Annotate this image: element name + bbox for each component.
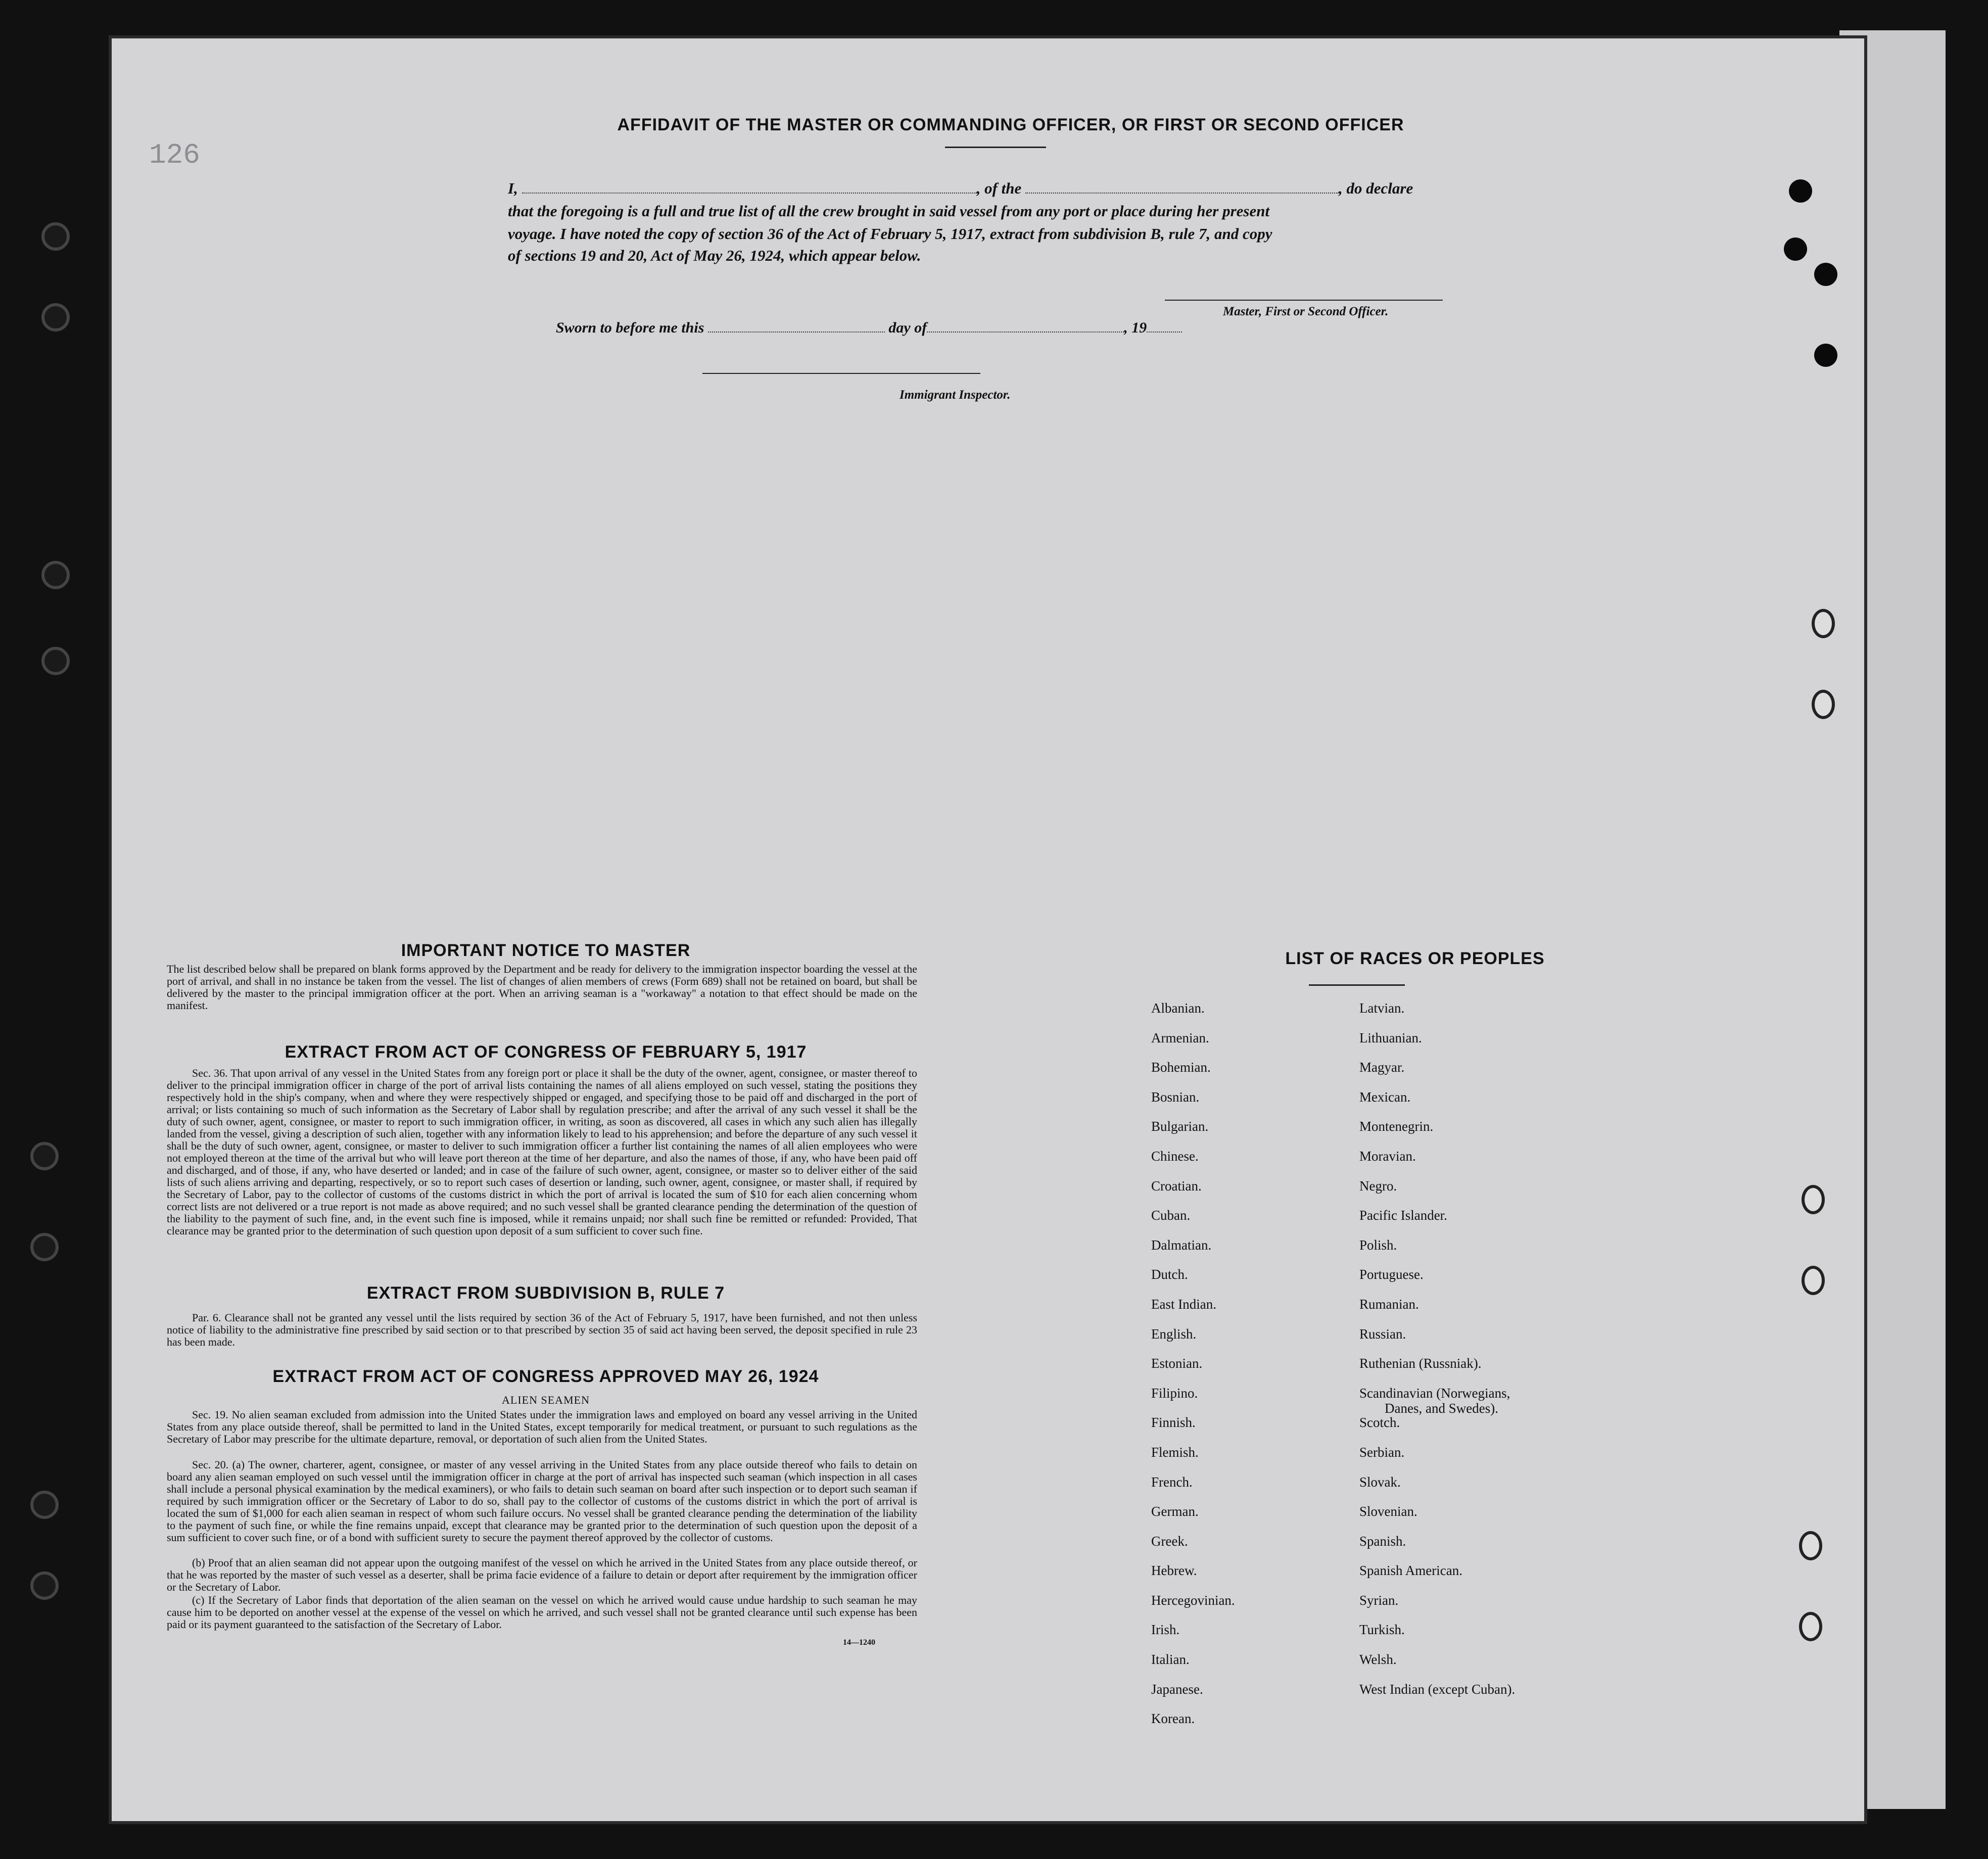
race-item: French. [1151,1474,1193,1490]
race-item: Irish. [1151,1622,1180,1638]
binding-hole [41,303,70,331]
race-item: Turkish. [1359,1622,1405,1638]
race-item: Chinese. [1151,1148,1199,1164]
race-item: Serbian. [1359,1444,1405,1460]
affidavit-line-2: that the foregoing is a full and true list of all the crew brought in said vessel from any port or place during her present [508,202,1270,220]
race-item: Scotch. [1359,1415,1400,1431]
race-item: Armenian. [1151,1030,1209,1045]
punch-ring [1802,1266,1825,1295]
race-item: Flemish. [1151,1444,1199,1460]
extract-1924-sec20a: Sec. 20. (a) The owner, charterer, agent, consignee, or master of any vessel arriving in the United States from any place outside thereof who fails to detain on board any alien seaman employed on such vessel until the immigration officer in charge at the port of arrival has inspected such seaman (which inspection in all cases shall include a personal physical examination by the medical examiners), or who fails to detain such seaman on board after such inspection or to deport such seaman if required by such immigration officer or the Secretary of Labor to do so, shall pay to the collector of customs of the customs district in which the port of arrival is located the sum of $1,000 for each alien seaman in respect of whom such failure occurs. No vessel shall be granted clearance pending the determination of the liability to the payment of such fine, or while the fine remains unpaid, except that clearance may be granted prior to the determination of such question upon the deposit of a sum sufficient to cover such fine, or of a bond with sufficient surety to secure the payment thereof approved by the collector of customs. [167,1458,917,1544]
race-item: Rumanian. [1359,1296,1419,1312]
inspector-label: Immigrant Inspector. [900,388,1011,402]
notice-text: The list described below shall be prepared on blank forms approved by the Department and be ready for delivery to the immigration inspector boarding the vessel at the port of arrival, and shall in no instance be taken from the vessel. The list of changes of alien members of crews (Form 689) shall not be retained on board, but shall be delivered by the master to the principal immigration officer at the port. When an arriving seaman is a "workaway" a notation to that effect should be made on the manifest. [167,963,917,1012]
race-item: Cuban. [1151,1208,1191,1223]
race-item: Croatian. [1151,1178,1202,1194]
race-item: West Indian (except Cuban). [1359,1681,1516,1697]
vessel-blank[interactable] [1025,193,1339,194]
sworn-day-blank[interactable] [708,331,885,332]
race-item: Polish. [1359,1237,1397,1253]
affidavit-declare: , do declare [1339,179,1413,197]
punch-ring [1812,690,1835,719]
affidavit-line-3: voyage. I have noted the copy of section 36 of the Act of February 5, 1917, extract from subdivision B, rule 7, and copy [508,225,1272,243]
race-item: Albanian. [1151,1000,1205,1016]
race-item: Magyar. [1359,1060,1405,1075]
race-item: Italian. [1151,1652,1190,1667]
race-item: Filipino. [1151,1385,1198,1401]
race-item: Japanese. [1151,1681,1203,1697]
binding-hole [41,222,70,251]
race-item: Pacific Islander. [1359,1208,1447,1223]
sworn-line [556,319,1415,337]
races-right-column [1359,1000,1642,1711]
punch-hole [1789,179,1812,203]
affidavit-line-4: of sections 19 and 20, Act of May 26, 1924, which appear below. [508,247,921,264]
punch-ring [1799,1531,1822,1560]
race-item: Mexican. [1359,1089,1411,1105]
sworn-year: , 19 [1124,319,1147,336]
race-item: Welsh. [1359,1652,1397,1667]
punch-ring [1799,1612,1822,1641]
page-number: 126 [149,139,200,171]
sworn-label: Sworn to before me this [556,319,704,336]
affidavit-title: AFFIDAVIT OF THE MASTER OR COMMANDING OFFICER, OR FIRST OR SECOND OFFICER [617,115,1404,134]
extract-1924-sec19: Sec. 19. No alien seaman excluded from admission into the United States under the immigration laws and employed on board any vessel arriving in the United States from any place outside thereof, shall be permitted to land in the United States, except temporarily for medical treatment, or pursuant to such regulations as the Secretary of Labor may prescribe for the ultimate departure, removal, or deportation of such alien from the United States. [167,1408,917,1445]
affidavit-line-1 [508,179,1493,198]
punch-hole [1814,344,1837,367]
race-item: Finnish. [1151,1415,1196,1431]
divider [945,147,1046,148]
race-item: Slovak. [1359,1474,1401,1490]
race-item: Scandinavian (Norwegians, [1359,1385,1510,1401]
extract-1917-title: EXTRACT FROM ACT OF CONGRESS OF FEBRUARY 5, 1917 [285,1042,807,1062]
race-item: Montenegrin. [1359,1119,1434,1134]
race-item: English. [1151,1326,1197,1342]
race-item: Spanish American. [1359,1563,1462,1579]
punch-hole [1814,263,1837,286]
race-item: Lithuanian. [1359,1030,1422,1045]
rule-7-text: Par. 6. Clearance shall not be granted any vessel until the lists required by section 36 of the Act of February 5, 1917, have been furnished, and not then unless notice of liability to the administrative fine prescribed by said section or to that prescribed by section 35 of said act having been served, the deposit specified in rule 23 has been made. [167,1311,917,1348]
master-signature-line[interactable] [1165,300,1443,301]
extract-1924-title: EXTRACT FROM ACT OF CONGRESS APPROVED MAY 26, 1924 [272,1367,819,1386]
race-item: Estonian. [1151,1356,1203,1371]
extract-1924-sec20b: (b) Proof that an alien seaman did not appear upon the outgoing manifest of the vessel on which he arrived in the United States from any place outside thereof, or that he was reported by the master of such vessel as a deserter, shall be prima facie evidence of a failure to detain or deport after requirement by the immigration officer or the Secretary of Labor. [167,1556,917,1593]
race-item: German. [1151,1504,1199,1519]
form-number: 14—1240 [843,1638,875,1647]
extract-1924-subtitle: ALIEN SEAMEN [502,1394,590,1406]
divider [1309,984,1405,986]
race-item: Hebrew. [1151,1563,1197,1579]
affidavit-i: I, [508,179,518,197]
race-item: Dutch. [1151,1267,1188,1282]
race-item: Portuguese. [1359,1267,1424,1282]
race-item: Korean. [1151,1711,1195,1727]
race-item: Ruthenian (Russniak). [1359,1356,1482,1371]
binding-hole [30,1491,59,1519]
punch-hole [1784,237,1807,261]
name-blank[interactable] [522,193,977,194]
extract-1917-text: Sec. 36. That upon arrival of any vessel in the United States from any foreign port or place it shall be the duty of the owner, agent, consignee, or master thereof to deliver to the principal immigration officer in charge of the port of arrival lists containing the names of all aliens employed on such vessel, stating the positions they respectively hold in the ship's company, when and where they were respectively shipped or engaged, and specifying those to be paid off and discharged in the port of arrival; or lists containing so much of such information as the Secretary of Labor shall by regulation prescribe; and after the arrival of any such vessel it shall be the duty of such owner, agent, consignee, or master to report to such immigration officer, in writing, as soon as discovered, all cases in which any such alien has illegally landed from the vessel, giving a description of such alien, together with any information likely to lead to his apprehension; and before the departure of any such vessel it shall be the duty of such owner, agent, consignee, or master to deliver to such immigration officer a further list containing the names of all alien employees who were not employed thereon at the time of the arrival but who will leave port thereon at the time of her departure, and also the names of those, if any, who have been paid off and discharged, and of those, if any, who have deserted or landed; and in case of the failure of such owner, agent, consignee, or master so to deliver either of the said lists of such aliens arriving and departing, respectively, or so to report such cases of desertion or landing, such owner, agent, consignee, or master shall, if required by the Secretary of Labor, pay to the collector of customs of the customs district in which the port of arrival is located the sum of $10 for each alien concerning whom correct lists are not delivered or a true report is not made as above required; and no such vessel shall be granted clearance pending the determination of the question of the liability to the payment of such fine, and, in the event such fine is imposed, while it remains unpaid; nor shall such fine be remitted or refunded: Provided, That clearance may be granted prior to the determination of such question upon deposit of a sum sufficient to cover such fine. [167,1067,917,1237]
master-signature-label: Master, First or Second Officer. [1223,305,1389,318]
punch-ring [1802,1185,1825,1214]
binding-hole [30,1233,59,1261]
race-item: Bulgarian. [1151,1119,1209,1134]
race-item: Spanish. [1359,1533,1406,1549]
race-item: Negro. [1359,1178,1397,1194]
sworn-month-blank[interactable] [927,331,1124,332]
punch-ring [1812,609,1835,638]
inspector-signature-line[interactable] [702,373,980,374]
race-item: Bosnian. [1151,1089,1200,1105]
binding-hole [41,647,70,675]
rule-7-title: EXTRACT FROM SUBDIVISION B, RULE 7 [366,1283,725,1303]
races-title: LIST OF RACES OR PEOPLES [1285,949,1545,968]
race-item: Syrian. [1359,1592,1399,1608]
race-item: Dalmatian. [1151,1237,1212,1253]
race-item: Hercegovinian. [1151,1592,1235,1608]
sworn-year-blank[interactable] [1147,331,1182,332]
race-item: Greek. [1151,1533,1188,1549]
extract-1924-sec20c: (c) If the Secretary of Labor finds that deportation of the alien seaman on the vessel on which he arrived would cause undue hardship to such seaman he may cause him to be deported on another vessel at the expense of the vessel on which he arrived, and such vessel shall not be granted clearance until such expense has been paid or its payment guaranteed to the satisfaction of the Secretary of Labor. [167,1594,917,1631]
race-item: East Indian. [1151,1296,1216,1312]
race-item: Bohemian. [1151,1060,1211,1075]
race-item: Slovenian. [1359,1504,1417,1519]
race-item: Russian. [1359,1326,1406,1342]
race-item: Moravian. [1359,1148,1416,1164]
binding-hole [30,1142,59,1170]
binding-hole [30,1571,59,1600]
notice-title: IMPORTANT NOTICE TO MASTER [401,941,691,960]
race-item: Latvian. [1359,1000,1405,1016]
affidavit-of-the: , of the [976,179,1022,197]
binding-hole [41,561,70,589]
race-item: Danes, and Swedes). [1385,1400,1498,1416]
races-left-column [1151,1000,1343,1741]
sworn-day-of: day of [888,319,927,336]
